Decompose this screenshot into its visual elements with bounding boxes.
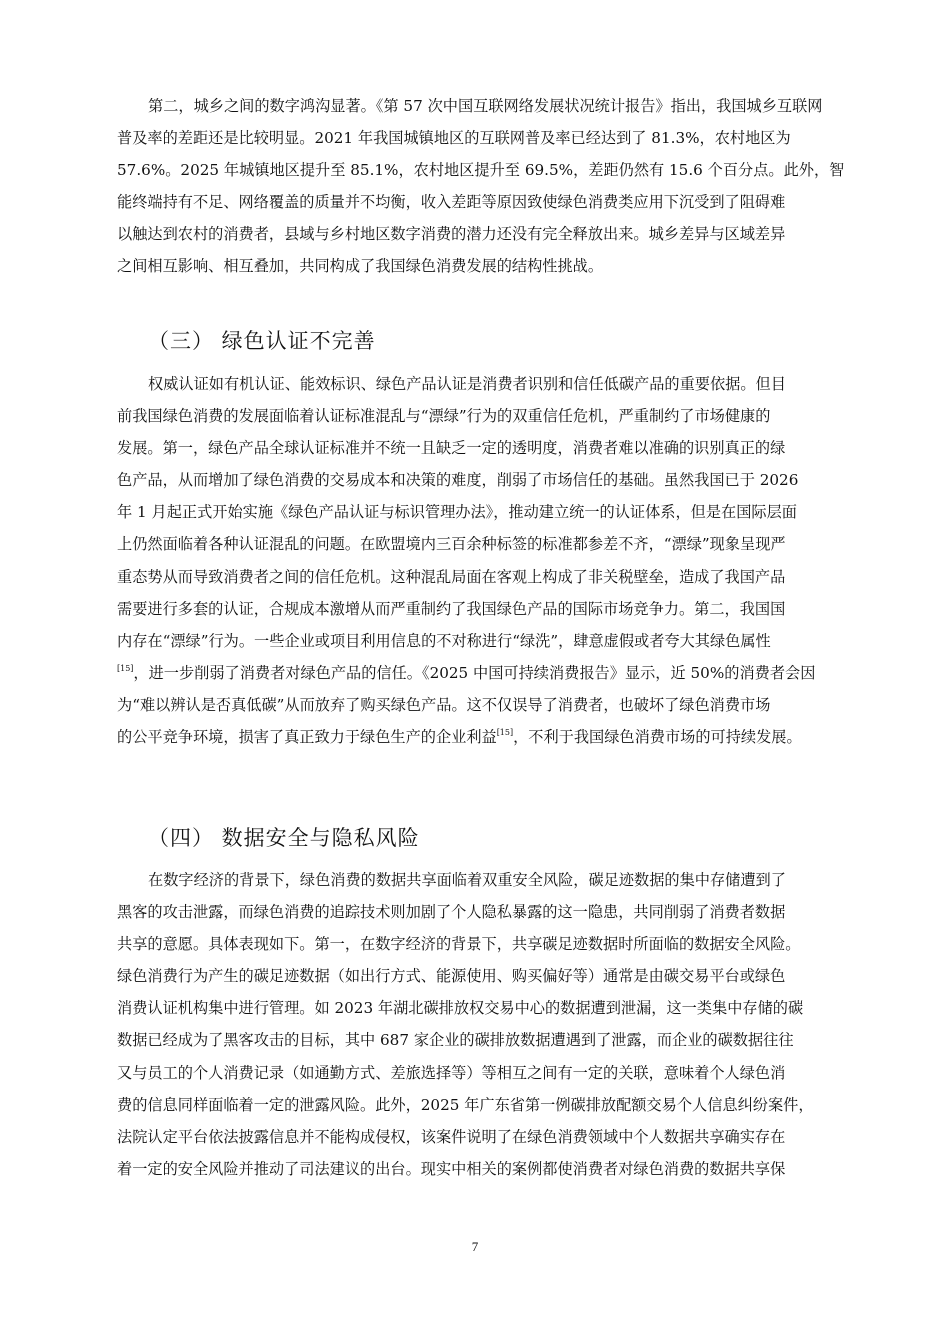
text-line: 法院认定平台依法披露信息并不能构成侵权，该案件说明了在绿色消费领域中个人数据共享确实存在 bbox=[117, 1127, 786, 1146]
text-line: 第二，城乡之间的数字鸿沟显著。《第 57 次中国互联网络发展状况统计报告》指出，我国城乡互联网 bbox=[148, 97, 823, 115]
text-line: 权威认证如有机认证、能效标识、绿色产品认证是消费者识别和信任低碳产品的重要依据。但目 bbox=[148, 375, 786, 393]
text-line: 发展。第一，绿色产品全球认证标准并不统一且缺乏一定的透明度，消费者难以准确的识别真正的绿 bbox=[117, 439, 786, 458]
paragraph-green-certification bbox=[117, 368, 863, 753]
section-heading-4: （四） 数据安全与隐私风险 bbox=[148, 826, 420, 850]
text-line: 能终端持有不足、网络覆盖的质量并不均衡，收入差距等原因致使绿色消费类应用下沉受到了阻碍难 bbox=[117, 193, 786, 212]
text-line: 共享的意愿。具体表现如下。第一，在数字经济的背景下，共享碳足迹数据时所面临的数据安全风险。 bbox=[117, 935, 801, 954]
text-line: 在数字经济的背景下，绿色消费的数据共享面临着双重安全风险，碳足迹数据的集中存储遭到了 bbox=[148, 871, 786, 889]
paragraph-data-security bbox=[117, 864, 863, 1185]
text-line: 消费认证机构集中进行管理。如 2023 年湖北碳排放权交易中心的数据遭到泄漏，这一类集中存储的碳 bbox=[117, 999, 804, 1018]
text-line: 重态势从而导致消费者之间的信任危机。这种混乱局面在客观上构成了非关税壁垒，造成了我国产品 bbox=[117, 567, 786, 586]
text-line: 色产品，从而增加了绿色消费的交易成本和决策的难度，削弱了市场信任的基础。虽然我国已于 2026 bbox=[117, 471, 799, 490]
text-line: 之间相互影响、相互叠加，共同构成了我国绿色消费发展的结构性挑战。 bbox=[117, 257, 603, 276]
text-line: 需要进行多套的认证，合规成本激增从而严重制约了我国绿色产品的国际市场竞争力。第二，我国国 bbox=[117, 599, 786, 618]
text-line: 以触达到农村的消费者，县域与乡村地区数字消费的潜力还没有完全释放出来。城乡差异与区域差异 bbox=[117, 225, 786, 244]
text-line: 上仍然面临着各种认证混乱的问题。在欧盟境内三百余种标签的标准都参差不齐，“漂绿”现象呈现严 bbox=[117, 535, 786, 554]
text-fragment: 的公平竞争环境，损害了真正致力于绿色生产的企业利益 bbox=[117, 728, 497, 747]
text-line: 内存在“漂绿”行为。一些企业或项目利用信息的不对称进行“绿洗”，肆意虚假或者夸大其绿色属性 bbox=[117, 631, 771, 650]
citation-marker: [15] bbox=[117, 663, 134, 673]
text-line: 为“难以辨认是否真低碳”从而放弃了购买绿色产品。这不仅误导了消费者，也破坏了绿色消费市场 bbox=[117, 695, 771, 714]
text-line: 普及率的差距还是比较明显。2021 年我国城镇地区的互联网普及率已经达到了 81.3%，农村地区为 bbox=[117, 129, 791, 148]
citation-marker: [15] bbox=[496, 728, 514, 738]
text-line bbox=[117, 657, 863, 689]
text-line bbox=[117, 721, 863, 753]
text-line: 黑客的攻击泄露，而绿色消费的追踪技术则加剧了个人隐私暴露的这一隐患，共同削弱了消费者数据 bbox=[117, 903, 786, 922]
text-line: 绿色消费行为产生的碳足迹数据（如出行方式、能源使用、购买偏好等）通常是由碳交易平台或绿色 bbox=[117, 967, 786, 986]
text-fragment: ，不利于我国绿色消费市场的可持续发展。 bbox=[513, 728, 802, 747]
text-line: 又与员工的个人消费记录（如通勤方式、差旅选择等）等相互之间有一定的关联，意味着个人绿色消 bbox=[117, 1063, 786, 1082]
text-fragment: ，进一步削弱了消费者对绿色产品的信任。《2025 中国可持续消费报告》显示，近 50%的消费者会因 bbox=[133, 663, 816, 682]
text-line: 前我国绿色消费的发展面临着认证标准混乱与“漂绿”行为的双重信任危机，严重制约了市场健康的 bbox=[117, 407, 771, 426]
text-line: 费的信息同样面临着一定的泄露风险。此外，2025 年广东省第一例碳排放配额交易个人信息纠纷案件， bbox=[117, 1095, 814, 1114]
text-line: 着一定的安全风险并推动了司法建议的出台。现实中相关的案例都使消费者对绿色消费的数据共享保 bbox=[117, 1159, 786, 1178]
page-number: 7 bbox=[471, 1239, 479, 1254]
text-line: 数据已经成为了黑客攻击的目标，其中 687 家企业的碳排放数据遭遇到了泄露，而企业的碳数据往往 bbox=[117, 1031, 794, 1050]
section-heading-3: （三） 绿色认证不完善 bbox=[148, 329, 376, 353]
text-line: 57.6%。2025 年城镇地区提升至 85.1%，农村地区提升至 69.5%，差距仍然有 15.6 个百分点。此外，智 bbox=[117, 161, 845, 180]
paragraph-urban-rural-gap bbox=[117, 90, 863, 283]
text-line: 年 1 月起正式开始实施《绿色产品认证与标识管理办法》，推动建立统一的认证体系，但是在国际层面 bbox=[117, 503, 797, 522]
